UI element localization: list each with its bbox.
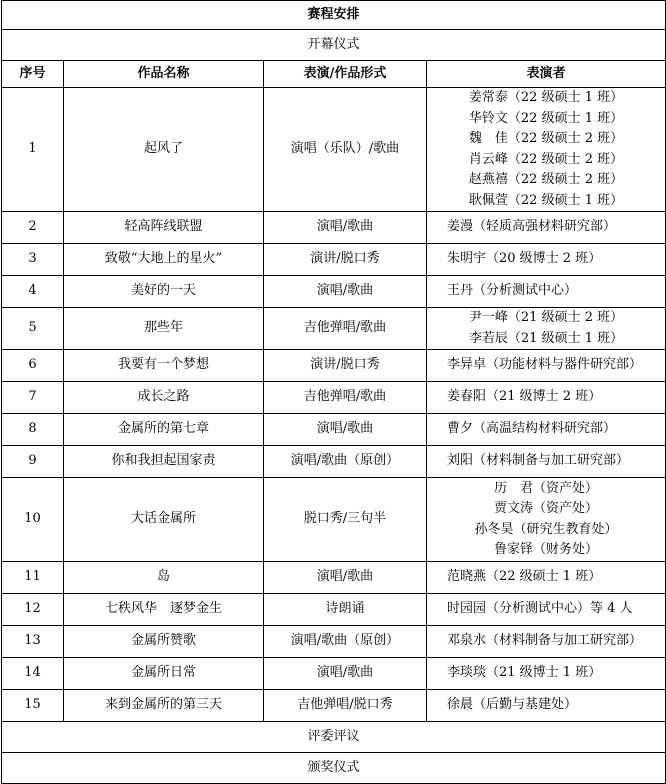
table-row [2, 88, 666, 212]
row-number: 2 [2, 212, 64, 244]
row-number: 13 [2, 626, 64, 658]
work-name: 那些年 [64, 308, 264, 350]
table-row [2, 212, 666, 244]
performer-name: 李若辰（21 级硕士 1 班） [468, 330, 624, 346]
table-row [2, 244, 666, 276]
performer-name: 朱明宇（20 级博士 2 班） [447, 251, 602, 267]
header-name: 作品名称 [64, 61, 264, 88]
award-row [2, 753, 666, 784]
header-no: 序号 [2, 61, 64, 88]
performance-form: 演唱/歌曲 [264, 212, 427, 244]
performer-name: 历 君（资产处） [494, 480, 599, 496]
work-name: 美好的一天 [64, 276, 264, 308]
row-number: 10 [2, 478, 64, 562]
table-row [2, 658, 666, 690]
performer-name: 时园园（分析测试中心）等 4 人 [447, 601, 633, 617]
row-number: 14 [2, 658, 64, 690]
performance-form: 演讲/脱口秀 [264, 244, 427, 276]
row-number: 12 [2, 594, 64, 626]
table-row [2, 414, 666, 446]
performers [427, 212, 666, 244]
table-row [2, 478, 666, 562]
performers [427, 690, 666, 722]
row-number: 6 [2, 350, 64, 382]
row-number: 3 [2, 244, 64, 276]
performance-form: 演唱/歌曲 [264, 276, 427, 308]
performers [427, 414, 666, 446]
performance-form: 吉他弹唱/脱口秀 [264, 690, 427, 722]
performance-form: 脱口秀/三句半 [264, 478, 427, 562]
performer-name: 曹夕（高温结构材料研究部） [447, 421, 617, 437]
table-row [2, 626, 666, 658]
performer-name: 徐晨（后勤与基建处） [447, 697, 578, 713]
work-name: 你和我担起国家责 [64, 446, 264, 478]
table-row [2, 382, 666, 414]
table-row [2, 350, 666, 382]
row-number: 4 [2, 276, 64, 308]
performance-form: 演唱/歌曲 [264, 414, 427, 446]
performer-name: 华铃文（22 级硕士 1 班） [468, 110, 624, 126]
performers [427, 626, 666, 658]
performer-name: 刘阳（材料制备与加工研究部） [447, 453, 630, 469]
performance-form: 吉他弹唱/歌曲 [264, 382, 427, 414]
performer-name: 耿佩萱（22 级硕士 1 班） [468, 192, 624, 208]
table-row [2, 276, 666, 308]
performers [427, 276, 666, 308]
work-name: 致敬“大地上的星火” [64, 244, 264, 276]
row-number: 15 [2, 690, 64, 722]
table-row [2, 594, 666, 626]
title-row [2, 1, 666, 30]
performance-form: 演唱/歌曲 [264, 658, 427, 690]
performer-name: 姜漫（轻质高强材料研究部） [447, 219, 617, 235]
performance-form: 诗朗诵 [264, 594, 427, 626]
performer-name: 贾文涛（资产处） [494, 501, 599, 516]
row-number: 8 [2, 414, 64, 446]
row-number: 5 [2, 308, 64, 350]
header-performers: 表演者 [427, 61, 666, 88]
performance-form: 吉他弹唱/歌曲 [264, 308, 427, 350]
work-name: 来到金属所的第三天 [64, 690, 264, 722]
header-form: 表演/作品形式 [264, 61, 427, 88]
work-name: 金属所赞歌 [64, 626, 264, 658]
performer-name: 王丹（分析测试中心） [447, 283, 578, 299]
performer-name: 李琰琰（21 级博士 1 班） [447, 665, 602, 681]
award-ceremony: 颁奖仪式 [2, 753, 666, 784]
performers [427, 562, 666, 594]
performer-name: 赵燕禧（22 级硕士 2 班） [468, 172, 624, 187]
work-name: 金属所的第七章 [64, 414, 264, 446]
table-row [2, 308, 666, 350]
performer-name: 尹一峰（21 级硕士 2 班） [468, 310, 624, 325]
judging-review: 评委评议 [2, 722, 666, 753]
schedule-title: 赛程安排 [2, 1, 666, 30]
performer-name: 姜常泰（22 级硕士 1 班） [468, 90, 624, 105]
table-row [2, 562, 666, 594]
performers [427, 446, 666, 478]
performers [427, 382, 666, 414]
performance-form: 演唱/歌曲 [264, 562, 427, 594]
work-name: 成长之路 [64, 382, 264, 414]
schedule-table [1, 0, 666, 784]
work-name: 我要有一个梦想 [64, 350, 264, 382]
performers [427, 478, 666, 562]
row-number: 7 [2, 382, 64, 414]
performer-name: 鲁家铎（财务处） [494, 542, 599, 557]
performer-name: 肖云峰（22 级硕士 2 班） [468, 151, 624, 167]
performer-name: 姜春阳（21 级博士 2 班） [447, 389, 602, 405]
header-row [2, 61, 666, 88]
performers [427, 350, 666, 382]
opening-row [2, 30, 666, 61]
performance-form: 演唱/歌曲（原创） [264, 626, 427, 658]
performer-name: 邓泉水（材料制备与加工研究部） [447, 633, 643, 649]
performer-name: 孙冬昊（研究生教育处） [474, 521, 618, 537]
work-name: 轻高阵线联盟 [64, 212, 264, 244]
row-number: 1 [2, 88, 64, 212]
performers [427, 594, 666, 626]
work-name: 金属所日常 [64, 658, 264, 690]
judging-row [2, 722, 666, 753]
work-name: 大话金属所 [64, 478, 264, 562]
performance-form: 演讲/脱口秀 [264, 350, 427, 382]
performer-name: 范晓燕（22 级硕士 1 班） [447, 569, 602, 585]
performer-name: 李异卓（功能材料与器件研究部） [447, 357, 643, 373]
work-name: 岛 [64, 562, 264, 594]
performance-form: 演唱（乐队）/歌曲 [264, 88, 427, 212]
table-row [2, 690, 666, 722]
performers [427, 88, 666, 212]
performers [427, 658, 666, 690]
performers [427, 244, 666, 276]
performance-form: 演唱/歌曲（原创） [264, 446, 427, 478]
performer-name: 魏 佳（22 级硕士 2 班） [468, 131, 624, 146]
work-name: 起风了 [64, 88, 264, 212]
row-number: 11 [2, 562, 64, 594]
table-row [2, 446, 666, 478]
row-number: 9 [2, 446, 64, 478]
work-name: 七秩风华 逐梦金生 [64, 594, 264, 626]
performers [427, 308, 666, 350]
opening-ceremony: 开幕仪式 [2, 30, 666, 61]
